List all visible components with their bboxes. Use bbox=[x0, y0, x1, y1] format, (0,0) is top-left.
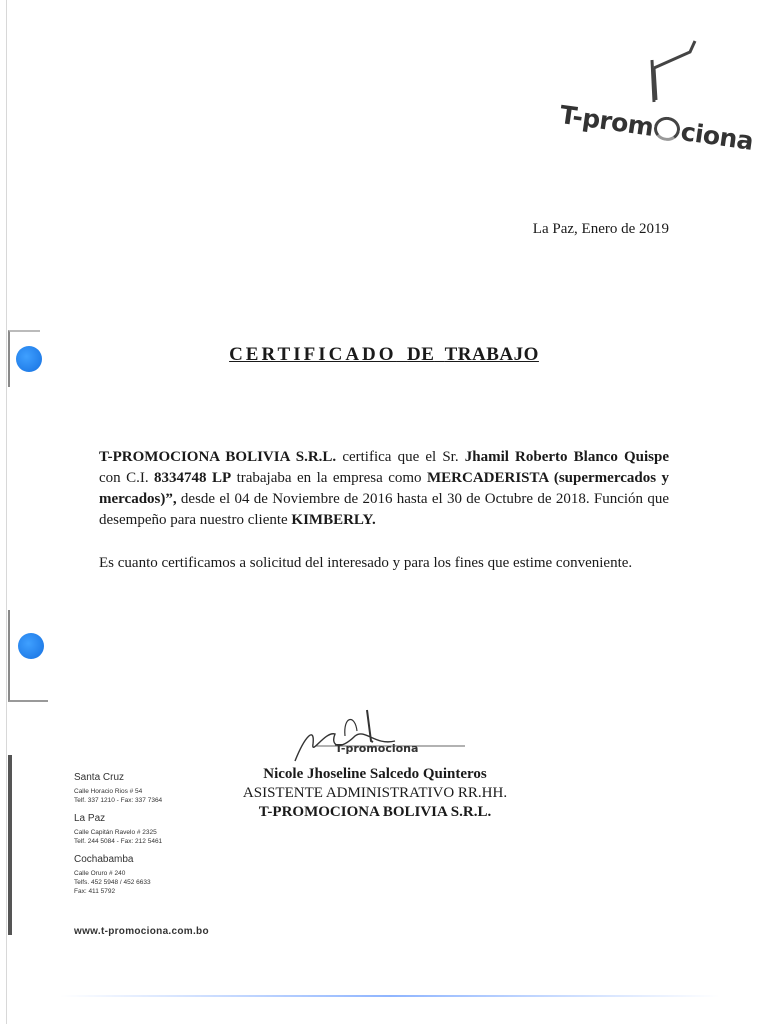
office-line: Calle Horacio Rios # 54 bbox=[74, 788, 143, 795]
office-city: Cochabamba bbox=[74, 854, 134, 865]
office-line: Fax: 411 5792 bbox=[74, 888, 116, 895]
body-client: KIMBERLY. bbox=[291, 512, 376, 528]
logo-text-left: T-prom bbox=[557, 100, 656, 142]
scan-bottom-line bbox=[60, 995, 720, 997]
title-word-1: CERTIFICADO bbox=[229, 344, 397, 365]
body-text-4: desde el 04 de Noviembre de 2016 hasta el 30 de Octubre de 2018. Función que desempeño para nuestro cliente bbox=[99, 491, 669, 528]
office-list bbox=[74, 772, 162, 896]
office-city: La Paz bbox=[74, 813, 106, 824]
signature-block bbox=[205, 765, 545, 822]
signer-company: T-PROMOCIONA BOLIVIA S.R.L. bbox=[258, 804, 492, 820]
body-ci: 8334748 LP bbox=[154, 470, 232, 486]
closing-statement: Es cuanto certificamos a solicitud del interesado y para los fines que estime conveniente. bbox=[99, 555, 633, 571]
office-line: Telfs. 452 5948 / 452 6633 bbox=[74, 879, 151, 886]
title-word-2: DE bbox=[407, 344, 435, 365]
certificate-body bbox=[99, 447, 669, 531]
office-line: Telf. 244 5084 - Fax: 212 5461 bbox=[74, 838, 163, 845]
document-date: La Paz, Enero de 2019 bbox=[532, 221, 669, 237]
signer-role: ASISTENTE ADMINISTRATIVO RR.HH. bbox=[242, 785, 508, 801]
body-person: Jhamil Roberto Blanco Quispe bbox=[464, 449, 669, 465]
body-text-2: con C.I. bbox=[99, 470, 155, 486]
office-line: Calle Capitán Ravelo # 2325 bbox=[74, 829, 157, 836]
document-title bbox=[0, 344, 768, 366]
body-position: MERCADERISTA (supermercados y mercados)”, bbox=[99, 470, 669, 507]
company-logo bbox=[558, 100, 755, 156]
signer-name: Nicole Jhoseline Salcedo Quinteros bbox=[263, 766, 487, 782]
office-address bbox=[74, 869, 162, 896]
body-company: T-PROMOCIONA BOLIVIA S.R.L. bbox=[99, 449, 337, 465]
website-link[interactable]: www.t-promociona.com.bo bbox=[74, 926, 209, 937]
scan-edge-line bbox=[6, 0, 7, 1024]
office-address bbox=[74, 828, 162, 846]
body-text-1: certifica que el Sr. bbox=[336, 449, 465, 465]
title-word-3: TRABAJO bbox=[444, 344, 539, 365]
body-text-3: trabajaba en la empresa como bbox=[231, 470, 427, 486]
punch-hole-bottom bbox=[18, 633, 44, 659]
binder-clip-mark bbox=[8, 755, 12, 935]
logo-text-right: ciona bbox=[678, 117, 756, 156]
office-address bbox=[74, 787, 162, 805]
office-city: Santa Cruz bbox=[74, 772, 125, 783]
logo-o-icon bbox=[653, 115, 682, 142]
office-line: Telf. 337 1210 - Fax: 337 7364 bbox=[74, 797, 163, 804]
office-line: Calle Oruro # 240 bbox=[74, 870, 126, 877]
logo-mark-icon bbox=[640, 38, 710, 108]
stamp-text: T-promociona bbox=[335, 742, 419, 755]
